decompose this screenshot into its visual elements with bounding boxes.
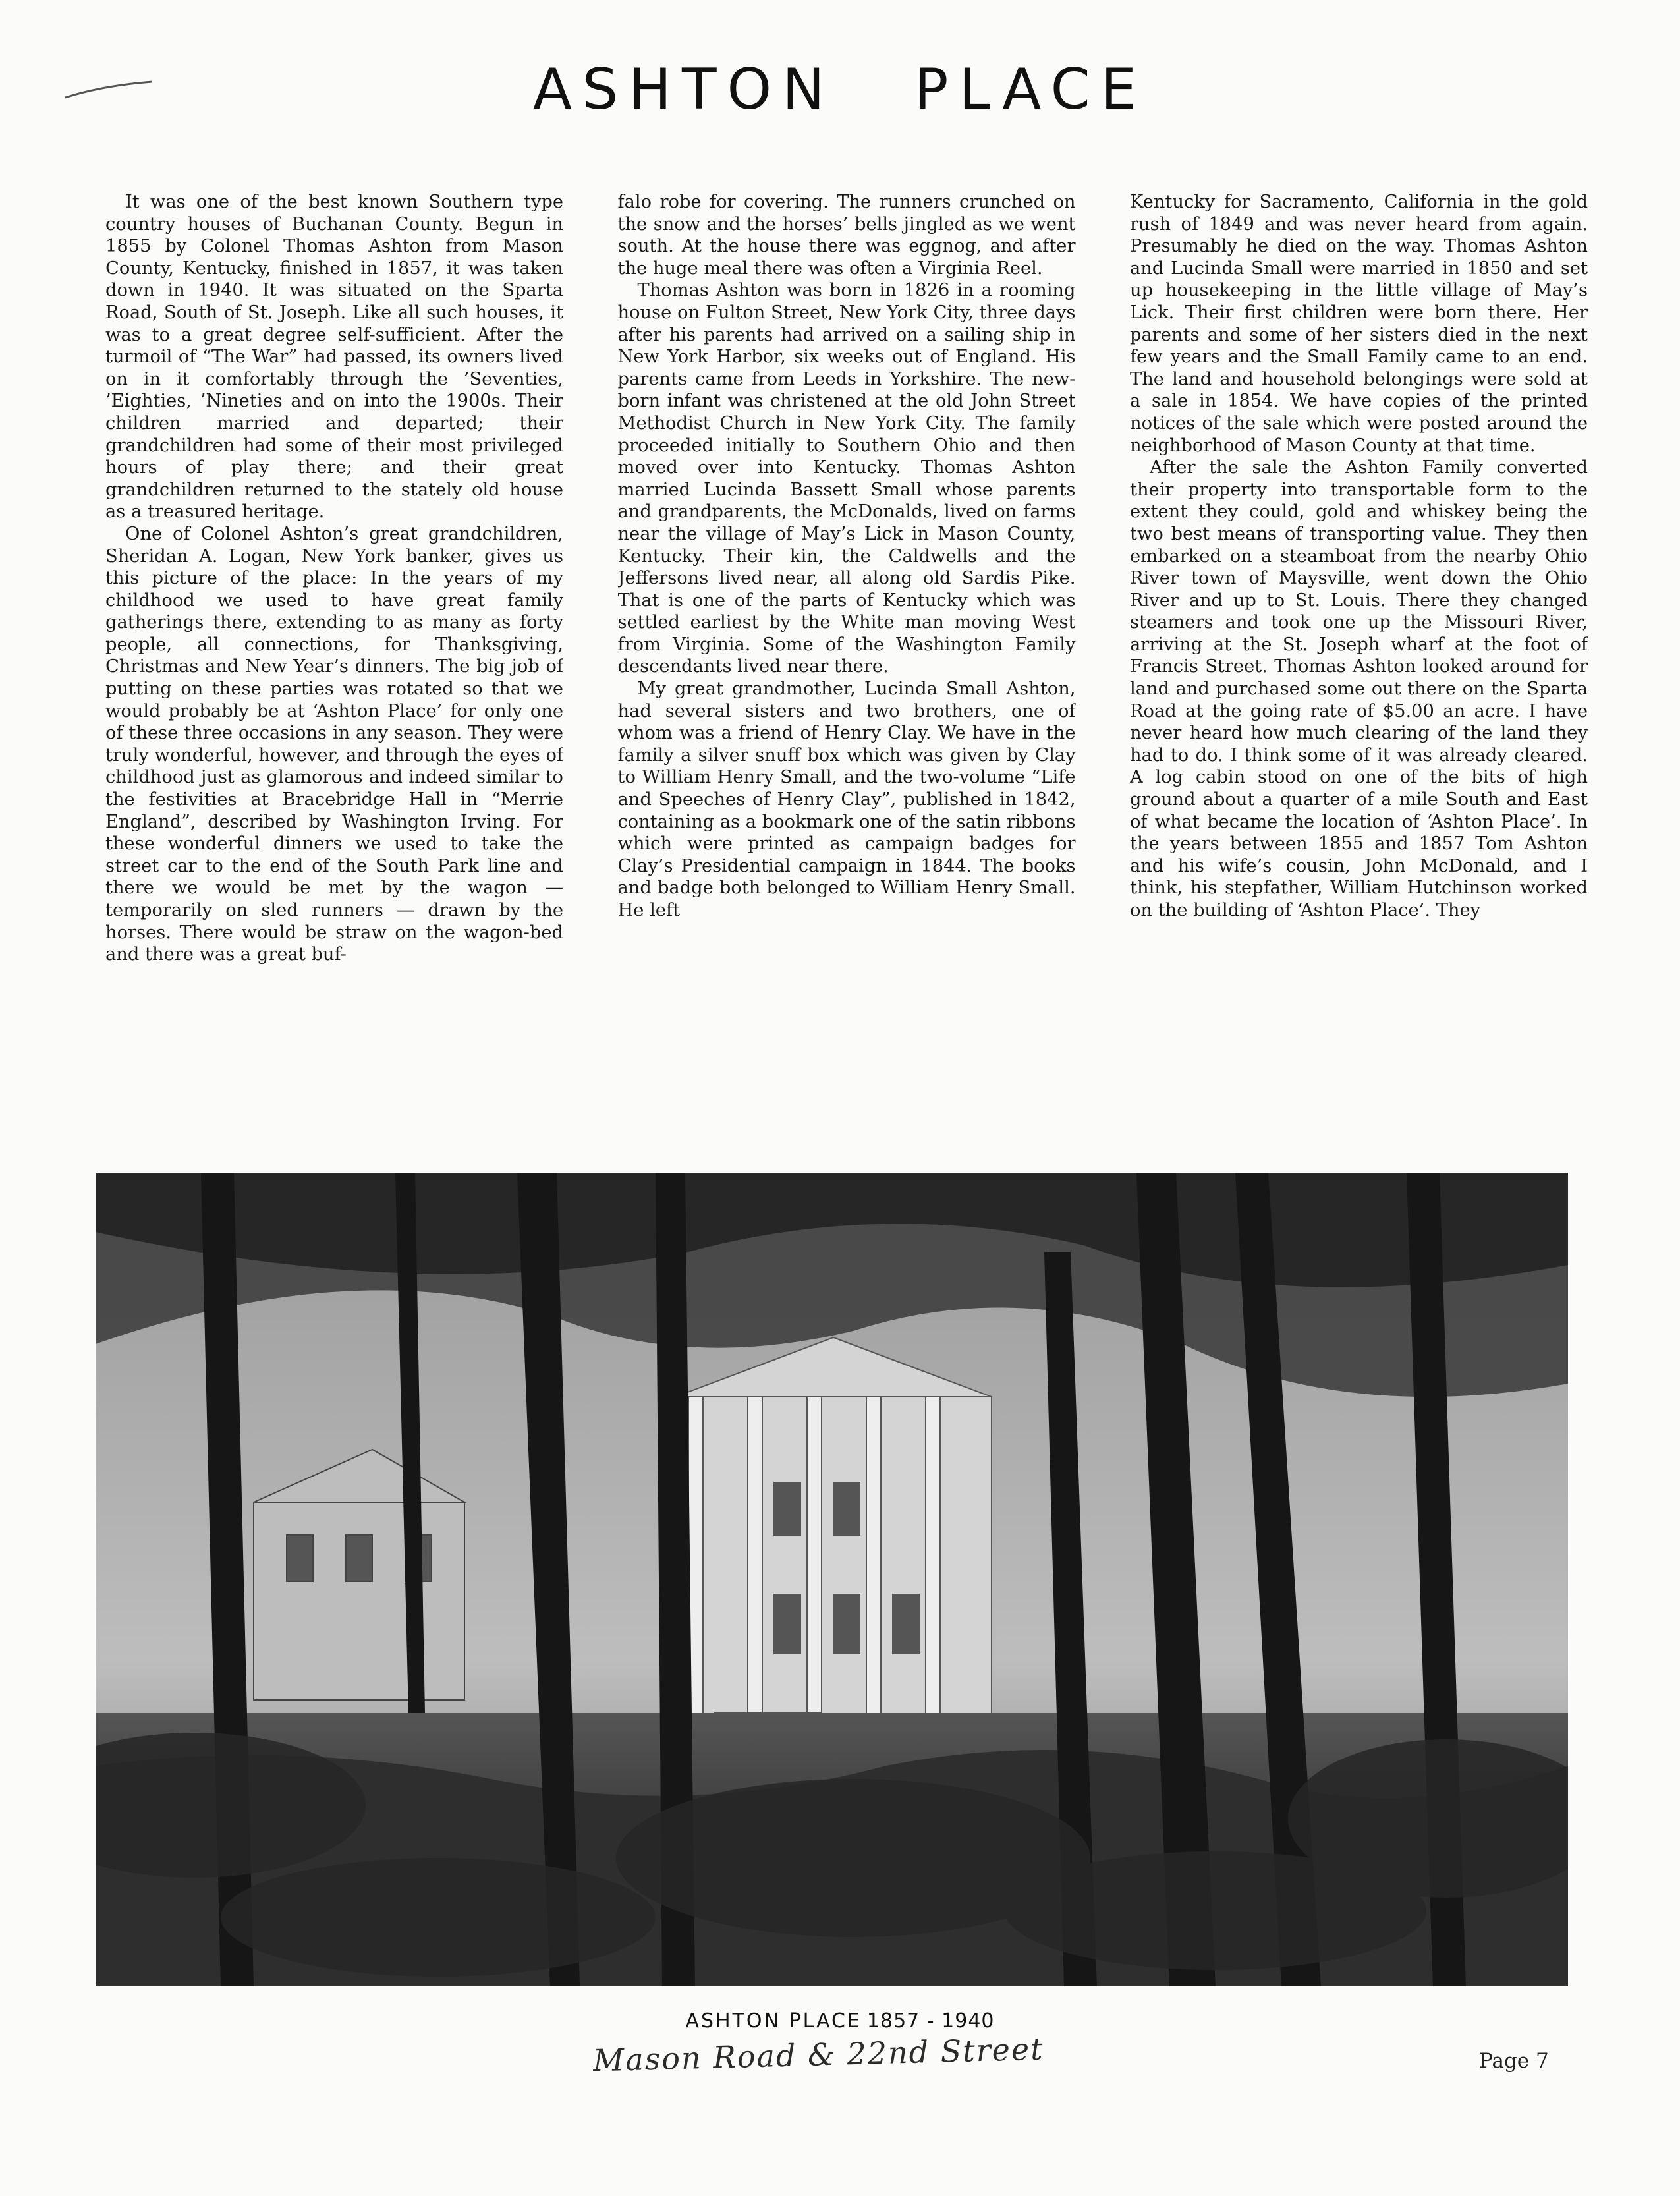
article-columns <box>105 191 1588 1140</box>
paragraph-continued: Kentucky for Sacramento, California in the gold rush of 1849 and was never heard from again. Presumably he died on the way. Thomas Ashton and Lucinda Small were married in 1850 and set up housekeeping in the little village of May’s Lick. Their first children were born there. Her parents and some of her sisters died in the next few years and the Small Family came to an end. The land and household belongings were sold at a sale in 1854. We have copies of the printed notices of the sale which were posted around the neighborhood of Mason County at that time. <box>1130 192 1588 456</box>
title-word-place: PLACE <box>914 57 1148 123</box>
paragraph-continued: falo robe for covering. The runners crunched on the snow and the horses’ bells jingled as we went south. At the house there was eggnog, and after the huge meal there was often a Virginia Reel. <box>617 192 1076 279</box>
paragraph: Thomas Ashton was born in 1826 in a rooming house on Fulton Street, New York City, three days after his parents had arrived on a sailing ship in New York Harbor, six weeks out of England. His parents came from Leeds in Yorkshire. The new-born infant was christened at the old John Street Methodist Church in New York City. The family proceeded initially to Southern Ohio and then moved over into Kentucky. Thomas Ashton married Lucinda Bassett Small whose parents and grandparents, the McDonalds, lived on farms near the village of May’s Lick in Mason County, Kentucky. Their kin, the Caldwells and the Jeffersons lived near, all along old Sardis Pike. That is one of the parts of Kentucky which was settled earliest by the White man moving West from Virginia. Some of the Washington Family descendants lived near there. <box>617 280 1076 677</box>
paragraph: It was one of the best known Southern type country houses of Buchanan County. Begun in 1855 by Colonel Thomas Ashton from Mason County, Kentucky, finished in 1857, it was taken down in 1940. It was situated on the Sparta Road, South of St. Joseph. Like all such houses, it was to a great degree self-sufficient. After the turmoil of “The War” had passed, its owners lived on in it comfortably through the ’Seventies, ’Eighties, ’Nineties and on into the 1900s. Their children married and departed; their grandchildren had some of their most privileged hours of play there; and their great grandchildren returned to the stately old house as a treasured heritage. <box>105 192 563 522</box>
paragraph: My great grandmother, Lucinda Small Ashton, had several sisters and two brothers, one of whom was a friend of Henry Clay. We have in the family a silver snuff box which was given by Clay to William Henry Small, and the two-volume “Life and Speeches of Henry Clay”, published in 1842, containing as a bookmark one of the satin ribbons which were printed as campaign badges for Clay’s Presidential campaign in 1844. The books and badge both belonged to William Henry Small. He left <box>617 679 1076 920</box>
title-word-ashton: ASHTON <box>532 57 835 123</box>
page-number: Page 7 <box>1479 2049 1549 2073</box>
caption-title: ASHTON PLACE <box>685 2010 862 2033</box>
article-column-1 <box>105 191 563 1140</box>
mansion <box>675 1337 992 1739</box>
house-photograph <box>96 1173 1568 1986</box>
caption-years: 1857 - 1940 <box>866 2010 995 2033</box>
page-title <box>0 57 1680 123</box>
photo-illustration <box>96 1173 1568 1986</box>
article-column-3 <box>1130 191 1588 1140</box>
handwritten-note: Mason Road & 22nd Street <box>592 2031 1045 2079</box>
paragraph: One of Colonel Ashton’s great grandchildren, Sheridan A. Logan, New York banker, gives us this picture of the place: In the years of my childhood we used to have great family gatherings there, extending to as many as forty people, all connections, for Thanksgiving, Christmas and New Year’s dinners. The big job of putting on these parties was rotated so that we would probably be at ‘Ashton Place’ for only one of these three occasions in any season. They were truly wonderful, however, and through the eyes of childhood just as glamorous and indeed similar to the festivities at Bracebridge Hall in “Merrie England”, described by Washington Irving. For these wonderful dinners we used to take the street car to the end of the South Park line and there we would be met by the wagon — temporarily on sled runners — drawn by the horses. There would be straw on the wagon-bed and there was a great buf- <box>105 523 563 965</box>
article-column-2 <box>618 191 1076 1140</box>
photo-caption <box>0 2010 1680 2033</box>
paragraph: After the sale the Ashton Family converted their property into transportable form to the extent they could, gold and whiskey being the two best means of transporting value. They then embarked on a steamboat from the nearby Ohio River town of Maysville, went down the Ohio River and up to St. Louis. There they changed steamers and took one up the Missouri River, arriving at the St. Joseph wharf at the foot of Francis Street. Thomas Ashton looked around for land and purchased some out there on the Sparta Road at the going rate of $5.00 an acre. I have never heard how much clearing of the land they had to do. I think some of it was already cleared. A log cabin stood on one of the bits of high ground about a quarter of a mile South and East of what became the location of ‘Ashton Place’. In the years between 1855 and 1857 Tom Ashton and his wife’s cousin, John McDonald, and I think, his stepfather, William Hutchinson worked on the building of ‘Ashton Place’. They <box>1130 457 1588 920</box>
